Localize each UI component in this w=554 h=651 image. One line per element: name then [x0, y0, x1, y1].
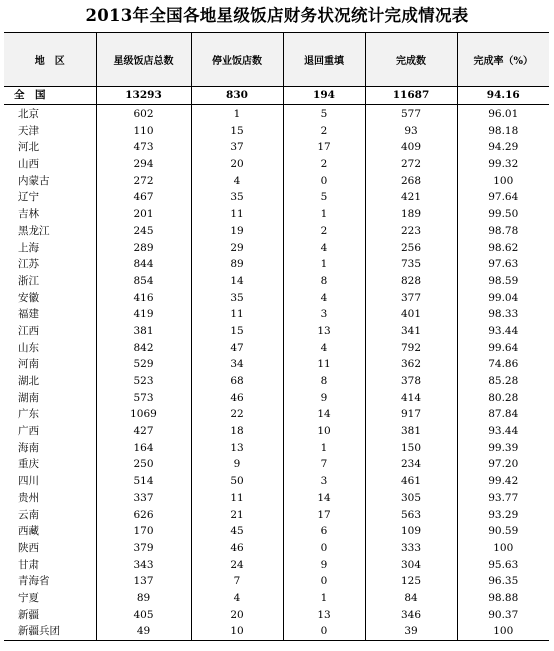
cell-returned: 17	[283, 506, 365, 523]
cell-total: 416	[96, 289, 191, 306]
cell-returned: 5	[283, 104, 365, 122]
cell-closed: 68	[191, 373, 283, 390]
cell-returned: 2	[283, 122, 365, 139]
table-row	[4, 423, 549, 440]
cell-rate: 97.64	[457, 189, 549, 206]
cell-rate: 100	[457, 623, 549, 640]
cell-returned: 3	[283, 306, 365, 323]
cell-closed: 7	[191, 573, 283, 590]
cell-completed: 150	[365, 439, 457, 456]
cell-region: 云南	[4, 506, 96, 523]
table-row	[4, 556, 549, 573]
cell-closed: 1	[191, 104, 283, 122]
cell-rate: 99.39	[457, 439, 549, 456]
table-row	[4, 523, 549, 540]
cell-rate: 93.77	[457, 490, 549, 507]
header-closed: 停业饭店数	[191, 33, 283, 87]
cell-completed: 401	[365, 306, 457, 323]
cell-completed: 125	[365, 573, 457, 590]
cell-returned: 1	[283, 590, 365, 607]
cell-region: 北京	[4, 104, 96, 122]
cell-closed: 830	[191, 87, 283, 105]
cell-closed: 24	[191, 556, 283, 573]
table-row	[4, 306, 549, 323]
cell-returned: 0	[283, 172, 365, 189]
cell-returned: 9	[283, 389, 365, 406]
cell-rate: 94.16	[457, 87, 549, 105]
cell-region: 河南	[4, 356, 96, 373]
cell-closed: 15	[191, 323, 283, 340]
cell-rate: 96.01	[457, 104, 549, 122]
cell-region: 贵州	[4, 490, 96, 507]
cell-rate: 99.50	[457, 206, 549, 223]
cell-completed: 39	[365, 623, 457, 640]
cell-returned: 10	[283, 423, 365, 440]
cell-region: 安徽	[4, 289, 96, 306]
table-row	[4, 323, 549, 340]
cell-rate: 98.59	[457, 273, 549, 290]
cell-region: 山东	[4, 339, 96, 356]
cell-rate: 98.62	[457, 239, 549, 256]
cell-rate: 99.64	[457, 339, 549, 356]
cell-completed: 378	[365, 373, 457, 390]
table-row	[4, 189, 549, 206]
cell-rate: 96.35	[457, 573, 549, 590]
cell-closed: 46	[191, 389, 283, 406]
cell-closed: 10	[191, 623, 283, 640]
cell-returned: 6	[283, 523, 365, 540]
cell-returned: 1	[283, 439, 365, 456]
header-row	[4, 33, 549, 87]
cell-total: 419	[96, 306, 191, 323]
cell-completed: 461	[365, 473, 457, 490]
cell-region: 江西	[4, 323, 96, 340]
cell-returned: 0	[283, 573, 365, 590]
cell-returned: 14	[283, 490, 365, 507]
cell-completed: 414	[365, 389, 457, 406]
cell-completed: 381	[365, 423, 457, 440]
cell-closed: 45	[191, 523, 283, 540]
cell-returned: 8	[283, 373, 365, 390]
table-row	[4, 139, 549, 156]
cell-rate: 90.37	[457, 606, 549, 623]
cell-returned: 3	[283, 473, 365, 490]
table-row	[4, 256, 549, 273]
cell-completed: 563	[365, 506, 457, 523]
cell-rate: 95.63	[457, 556, 549, 573]
cell-returned: 0	[283, 540, 365, 557]
table-row	[4, 506, 549, 523]
cell-closed: 4	[191, 172, 283, 189]
cell-region: 全 国	[4, 87, 96, 105]
cell-rate: 97.63	[457, 256, 549, 273]
cell-rate: 98.18	[457, 122, 549, 139]
cell-returned: 14	[283, 406, 365, 423]
table-row	[4, 356, 549, 373]
cell-closed: 11	[191, 306, 283, 323]
cell-total: 89	[96, 590, 191, 607]
table-row	[4, 490, 549, 507]
cell-total: 529	[96, 356, 191, 373]
header-rate: 完成率（%）	[457, 33, 549, 87]
cell-returned: 17	[283, 139, 365, 156]
cell-rate: 93.44	[457, 423, 549, 440]
cell-rate: 87.84	[457, 406, 549, 423]
cell-completed: 377	[365, 289, 457, 306]
cell-region: 广西	[4, 423, 96, 440]
cell-region: 江苏	[4, 256, 96, 273]
cell-returned: 2	[283, 156, 365, 173]
cell-closed: 29	[191, 239, 283, 256]
cell-rate: 93.44	[457, 323, 549, 340]
cell-total: 170	[96, 523, 191, 540]
cell-returned: 5	[283, 189, 365, 206]
cell-closed: 35	[191, 289, 283, 306]
cell-closed: 22	[191, 406, 283, 423]
cell-closed: 20	[191, 156, 283, 173]
cell-returned: 11	[283, 356, 365, 373]
table-row	[4, 206, 549, 223]
cell-closed: 19	[191, 223, 283, 240]
cell-total: 467	[96, 189, 191, 206]
cell-closed: 4	[191, 590, 283, 607]
header-region: 地 区	[4, 33, 96, 87]
cell-returned: 1	[283, 206, 365, 223]
header-returned: 退回重填	[283, 33, 365, 87]
cell-completed: 421	[365, 189, 457, 206]
table-row	[4, 273, 549, 290]
cell-rate: 97.20	[457, 456, 549, 473]
cell-rate: 99.32	[457, 156, 549, 173]
cell-total: 842	[96, 339, 191, 356]
table-row	[4, 590, 549, 607]
cell-rate: 90.59	[457, 523, 549, 540]
cell-region: 吉林	[4, 206, 96, 223]
cell-total: 289	[96, 239, 191, 256]
cell-total: 602	[96, 104, 191, 122]
header-total: 星级饭店总数	[96, 33, 191, 87]
cell-returned: 13	[283, 606, 365, 623]
cell-total: 573	[96, 389, 191, 406]
cell-rate: 99.42	[457, 473, 549, 490]
cell-returned: 0	[283, 623, 365, 640]
cell-total: 294	[96, 156, 191, 173]
cell-returned: 9	[283, 556, 365, 573]
cell-returned: 13	[283, 323, 365, 340]
cell-total: 381	[96, 323, 191, 340]
cell-completed: 189	[365, 206, 457, 223]
cell-total: 110	[96, 122, 191, 139]
cell-returned: 1	[283, 256, 365, 273]
table-row	[4, 439, 549, 456]
table-row	[4, 540, 549, 557]
cell-closed: 9	[191, 456, 283, 473]
table-row	[4, 289, 549, 306]
cell-total: 427	[96, 423, 191, 440]
cell-closed: 21	[191, 506, 283, 523]
table-row	[4, 473, 549, 490]
table-row	[4, 339, 549, 356]
cell-completed: 305	[365, 490, 457, 507]
cell-rate: 74.86	[457, 356, 549, 373]
cell-rate: 100	[457, 540, 549, 557]
cell-completed: 341	[365, 323, 457, 340]
cell-region: 陕西	[4, 540, 96, 557]
cell-total: 272	[96, 172, 191, 189]
cell-completed: 577	[365, 104, 457, 122]
cell-closed: 37	[191, 139, 283, 156]
cell-returned: 4	[283, 289, 365, 306]
hotel-stats-table	[4, 32, 549, 641]
cell-total: 137	[96, 573, 191, 590]
cell-completed: 735	[365, 256, 457, 273]
cell-region: 内蒙古	[4, 172, 96, 189]
cell-completed: 272	[365, 156, 457, 173]
table-row	[4, 223, 549, 240]
cell-rate: 98.88	[457, 590, 549, 607]
cell-completed: 84	[365, 590, 457, 607]
table-row	[4, 389, 549, 406]
cell-region: 福建	[4, 306, 96, 323]
cell-rate: 85.28	[457, 373, 549, 390]
cell-total: 245	[96, 223, 191, 240]
cell-completed: 109	[365, 523, 457, 540]
cell-rate: 94.29	[457, 139, 549, 156]
cell-closed: 34	[191, 356, 283, 373]
table-row	[4, 172, 549, 189]
cell-region: 海南	[4, 439, 96, 456]
cell-completed: 917	[365, 406, 457, 423]
cell-total: 523	[96, 373, 191, 390]
cell-total: 473	[96, 139, 191, 156]
header-completed: 完成数	[365, 33, 457, 87]
cell-total: 337	[96, 490, 191, 507]
cell-completed: 234	[365, 456, 457, 473]
table-row	[4, 606, 549, 623]
cell-returned: 8	[283, 273, 365, 290]
cell-rate: 93.29	[457, 506, 549, 523]
cell-returned: 4	[283, 239, 365, 256]
cell-region: 河北	[4, 139, 96, 156]
cell-rate: 99.04	[457, 289, 549, 306]
cell-closed: 14	[191, 273, 283, 290]
table-title: 2013年全国各地星级饭店财务状况统计完成情况表	[85, 6, 469, 25]
cell-closed: 89	[191, 256, 283, 273]
table-row	[4, 156, 549, 173]
cell-region: 青海省	[4, 573, 96, 590]
cell-region: 上海	[4, 239, 96, 256]
table-row	[4, 373, 549, 390]
cell-closed: 46	[191, 540, 283, 557]
table-row	[4, 122, 549, 139]
cell-total: 379	[96, 540, 191, 557]
table-row	[4, 406, 549, 423]
cell-total: 514	[96, 473, 191, 490]
total-row	[4, 87, 549, 105]
cell-total: 854	[96, 273, 191, 290]
cell-region: 湖北	[4, 373, 96, 390]
cell-completed: 268	[365, 172, 457, 189]
cell-rate: 100	[457, 172, 549, 189]
cell-returned: 7	[283, 456, 365, 473]
cell-returned: 4	[283, 339, 365, 356]
cell-region: 西藏	[4, 523, 96, 540]
cell-region: 浙江	[4, 273, 96, 290]
cell-completed: 792	[365, 339, 457, 356]
cell-closed: 11	[191, 206, 283, 223]
cell-total: 626	[96, 506, 191, 523]
cell-region: 新疆	[4, 606, 96, 623]
cell-region: 重庆	[4, 456, 96, 473]
cell-closed: 47	[191, 339, 283, 356]
cell-rate: 98.78	[457, 223, 549, 240]
cell-closed: 20	[191, 606, 283, 623]
cell-total: 405	[96, 606, 191, 623]
table-row	[4, 456, 549, 473]
cell-region: 甘肃	[4, 556, 96, 573]
cell-total: 250	[96, 456, 191, 473]
cell-closed: 18	[191, 423, 283, 440]
cell-completed: 304	[365, 556, 457, 573]
cell-completed: 11687	[365, 87, 457, 105]
cell-total: 201	[96, 206, 191, 223]
cell-closed: 35	[191, 189, 283, 206]
cell-region: 天津	[4, 122, 96, 139]
cell-completed: 409	[365, 139, 457, 156]
cell-completed: 256	[365, 239, 457, 256]
cell-completed: 93	[365, 122, 457, 139]
cell-total: 49	[96, 623, 191, 640]
cell-completed: 223	[365, 223, 457, 240]
cell-closed: 50	[191, 473, 283, 490]
table-row	[4, 573, 549, 590]
cell-closed: 13	[191, 439, 283, 456]
table-row	[4, 239, 549, 256]
cell-region: 广东	[4, 406, 96, 423]
cell-region: 辽宁	[4, 189, 96, 206]
cell-region: 新疆兵团	[4, 623, 96, 640]
cell-region: 湖南	[4, 389, 96, 406]
cell-closed: 15	[191, 122, 283, 139]
cell-completed: 346	[365, 606, 457, 623]
cell-rate: 80.28	[457, 389, 549, 406]
cell-region: 黑龙江	[4, 223, 96, 240]
cell-closed: 11	[191, 490, 283, 507]
cell-completed: 333	[365, 540, 457, 557]
table-row	[4, 104, 549, 122]
cell-completed: 828	[365, 273, 457, 290]
cell-returned: 194	[283, 87, 365, 105]
cell-returned: 2	[283, 223, 365, 240]
cell-total: 13293	[96, 87, 191, 105]
table-row	[4, 623, 549, 640]
cell-total: 844	[96, 256, 191, 273]
cell-region: 四川	[4, 473, 96, 490]
cell-region: 山西	[4, 156, 96, 173]
cell-total: 164	[96, 439, 191, 456]
cell-rate: 98.33	[457, 306, 549, 323]
cell-region: 宁夏	[4, 590, 96, 607]
cell-completed: 362	[365, 356, 457, 373]
cell-total: 343	[96, 556, 191, 573]
cell-total: 1069	[96, 406, 191, 423]
